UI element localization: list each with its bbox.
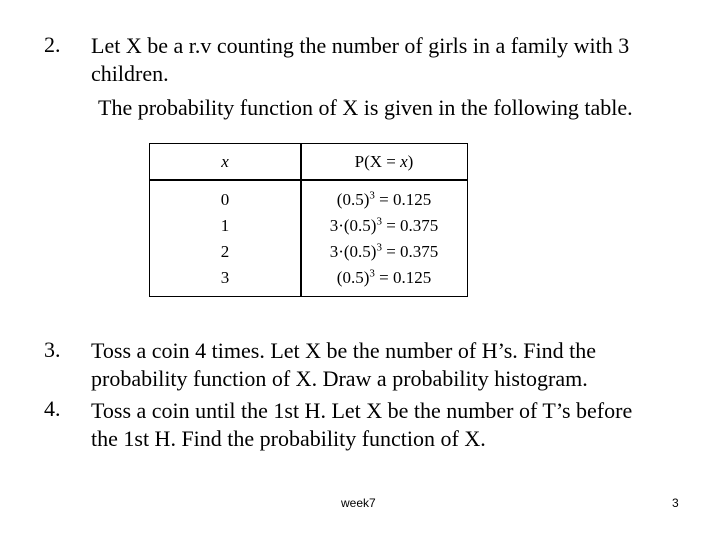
result: = 0.375: [381, 216, 439, 235]
item-2-subtext: The probability function of X is given in the following table.: [98, 95, 633, 120]
item-3-text: [91, 337, 691, 393]
result: = 0.125: [374, 268, 432, 287]
header-p-var: x: [400, 152, 408, 171]
table-probability-column: [301, 187, 467, 291]
item-4-line-2: the 1st H. Find the probability function of X.: [91, 426, 486, 451]
header-p-suffix: ): [407, 152, 414, 171]
item-4-line-1: Toss a coin until the 1st H. Let X be the number of T’s before: [91, 398, 633, 423]
table-x-cell: 0: [220, 190, 230, 209]
table-probability-cell: [301, 187, 467, 213]
table-x-cell: 3: [220, 268, 230, 287]
table-probability-cell: [301, 265, 467, 291]
base: (0.5): [336, 268, 370, 287]
exponent: 3: [369, 267, 375, 280]
table-probability-cell: [301, 213, 467, 239]
exponent: 3: [369, 189, 375, 202]
coef: 3·: [329, 216, 344, 235]
table-header-probability: [301, 152, 467, 172]
item-2-line-1: Let X be a r.v counting the number of girls in a family with 3: [91, 33, 630, 58]
footer-title: week7: [341, 496, 376, 510]
item-3-line-1: Toss a coin 4 times. Let X be the number of H’s. Find the: [91, 338, 596, 363]
table-header-x: x: [221, 152, 229, 171]
item-4-number: 4.: [44, 396, 61, 421]
page-number: 3: [672, 496, 679, 510]
item-2-number: 2.: [44, 32, 61, 57]
result: = 0.375: [381, 242, 439, 261]
exponent: 3: [376, 241, 382, 254]
table-x-cell: 2: [220, 242, 230, 261]
result: = 0.125: [374, 190, 432, 209]
table-x-cell: 1: [220, 216, 230, 235]
item-2-text: [91, 32, 701, 88]
table-x-column: [150, 187, 300, 291]
table-probability-cell: [301, 239, 467, 265]
coef: 3·: [329, 242, 344, 261]
item-2-line-2: children.: [91, 61, 169, 86]
base: (0.5): [343, 242, 377, 261]
item-4-text: [91, 397, 701, 453]
base: (0.5): [336, 190, 370, 209]
table-header-divider: [150, 179, 467, 181]
base: (0.5): [343, 216, 377, 235]
item-3-number: 3.: [44, 337, 61, 362]
probability-table: [149, 143, 468, 297]
header-p-prefix: P(X =: [354, 152, 401, 171]
exponent: 3: [376, 215, 382, 228]
item-3-line-2: probability function of X. Draw a probability histogram.: [91, 366, 588, 391]
